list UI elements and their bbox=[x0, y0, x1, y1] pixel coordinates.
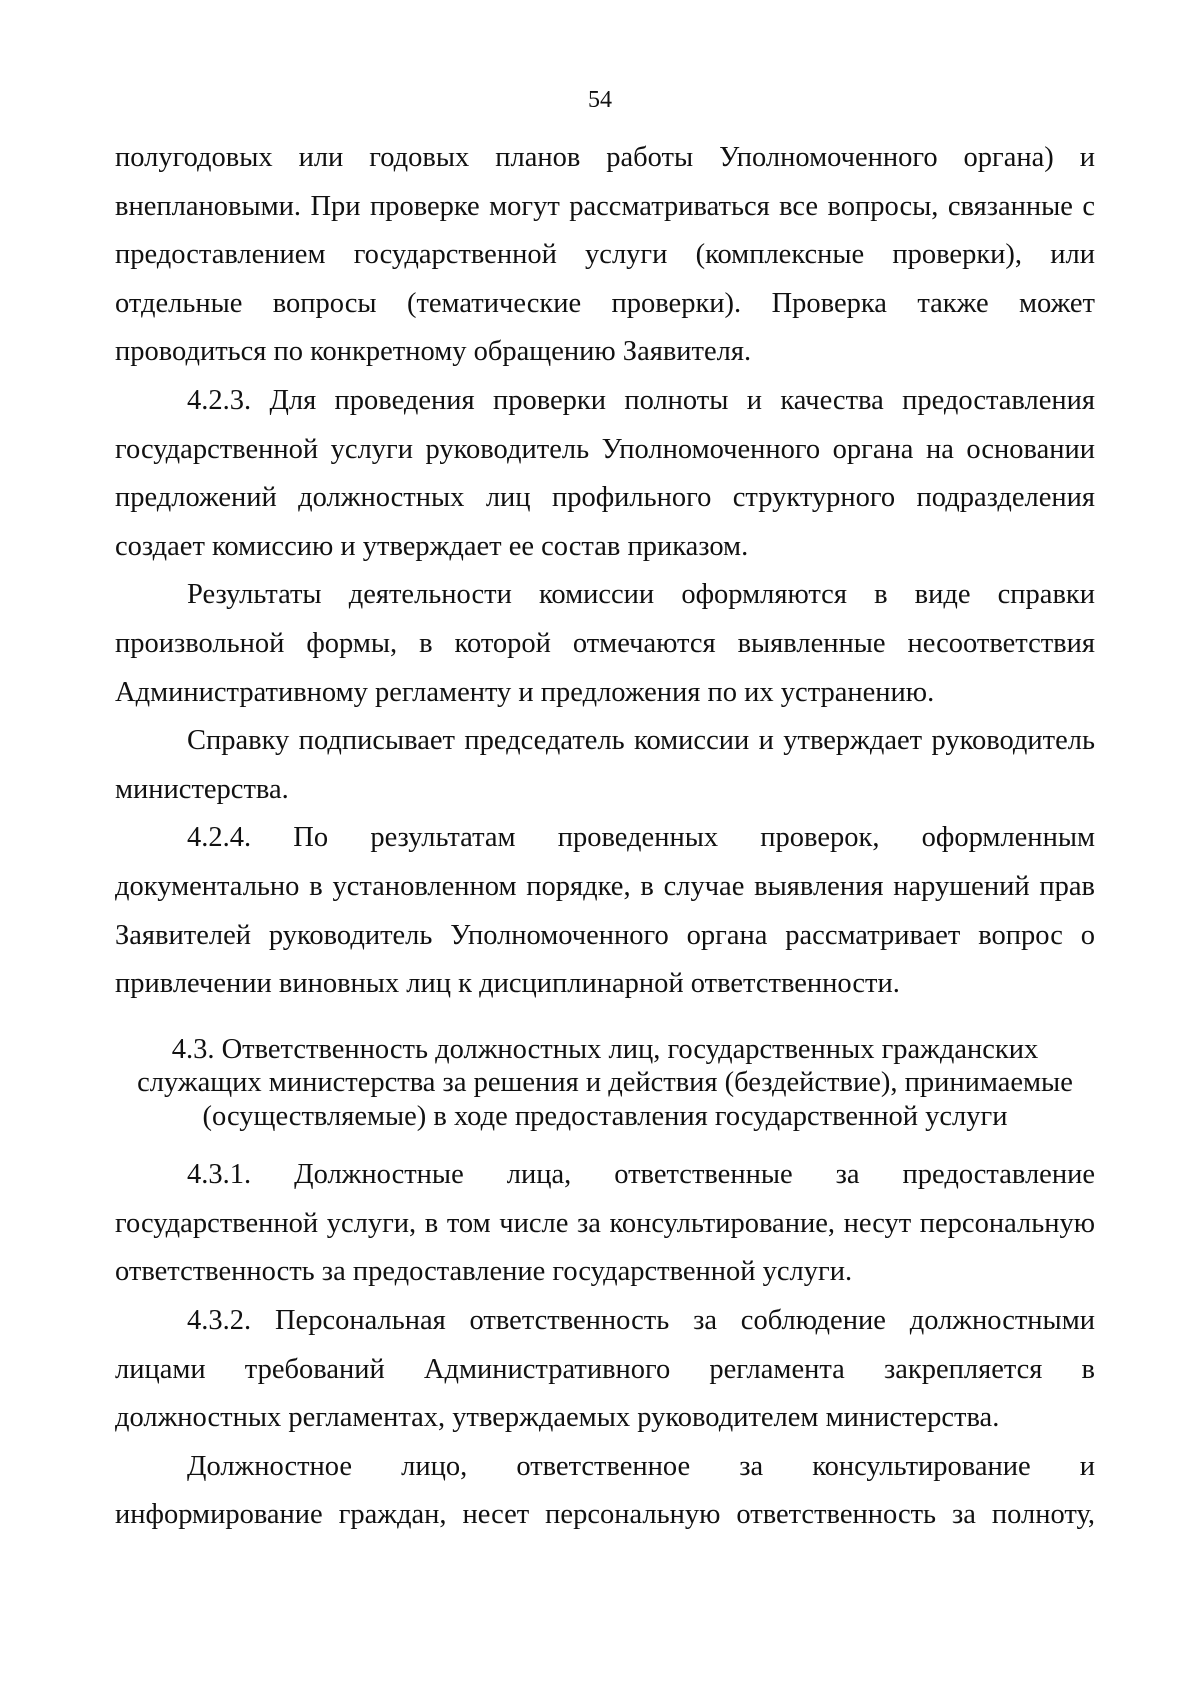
paragraph-4-2-3: 4.2.3. Для проведения проверки полноты и качества предоставления государственной услуги руководитель Уполномоченного органа на основании предложений должностных лиц профильного структурного подразделения создает комиссию и утверждает ее состав приказом. bbox=[115, 384, 1095, 562]
paragraph-continuation: полугодовых или годовых планов работы Уполномоченного органа) и внеплановыми. При проверке могут рассматриваться все вопросы, связанные с предоставлением государственной услуги (комплексные проверки), или отдельные вопросы (тематические проверки). Проверка также может проводиться по конкретному обращению Заявителя. bbox=[115, 142, 1095, 368]
section-heading-line: (осуществляемые) в ходе предоставления государственной услуги bbox=[202, 1100, 1008, 1132]
paragraph-commission-results: Результаты деятельности комиссии оформляются в виде справки произвольной формы, в которой отмечаются выявленные несоответствия Административному регламенту и предложения по их устранению. bbox=[115, 579, 1095, 708]
paragraph-consulting-official: Должностное лицо, ответственное за консультирование и информирование граждан, несет персональную ответственность за полноту, bbox=[115, 1450, 1095, 1531]
paragraph-4-3-2: 4.3.2. Персональная ответственность за соблюдение должностными лицами требований Административного регламента закрепляется в должностных регламентах, утверждаемых руководителем министерства. bbox=[115, 1304, 1095, 1434]
paragraph-4-3-1: 4.3.1. Должностные лица, ответственные за предоставление государственной услуги, в том числе за консультирование, несут персональную ответственность за предоставление государственной услуги. bbox=[115, 1159, 1095, 1288]
paragraph-certificate-signing: Справку подписывает председатель комиссии и утверждает руководитель министерства. bbox=[115, 725, 1095, 805]
page-number: 54 bbox=[588, 87, 612, 113]
section-heading-line: 4.3. Ответственность должностных лиц, государственных гражданских bbox=[171, 1033, 1039, 1065]
document-body bbox=[115, 134, 1095, 1540]
section-heading-4-3 bbox=[115, 1033, 1095, 1134]
section-heading-line: служащих министерства за решения и действия (бездействие), принимаемые bbox=[137, 1067, 1073, 1099]
paragraph-4-2-4: 4.2.4. По результатам проведенных проверок, оформленным документально в установленном порядке, в случае выявления нарушений прав Заявителей руководитель Уполномоченного органа рассматривает вопрос о привлечении виновных лиц к дисциплинарной ответственности. bbox=[115, 822, 1095, 1000]
